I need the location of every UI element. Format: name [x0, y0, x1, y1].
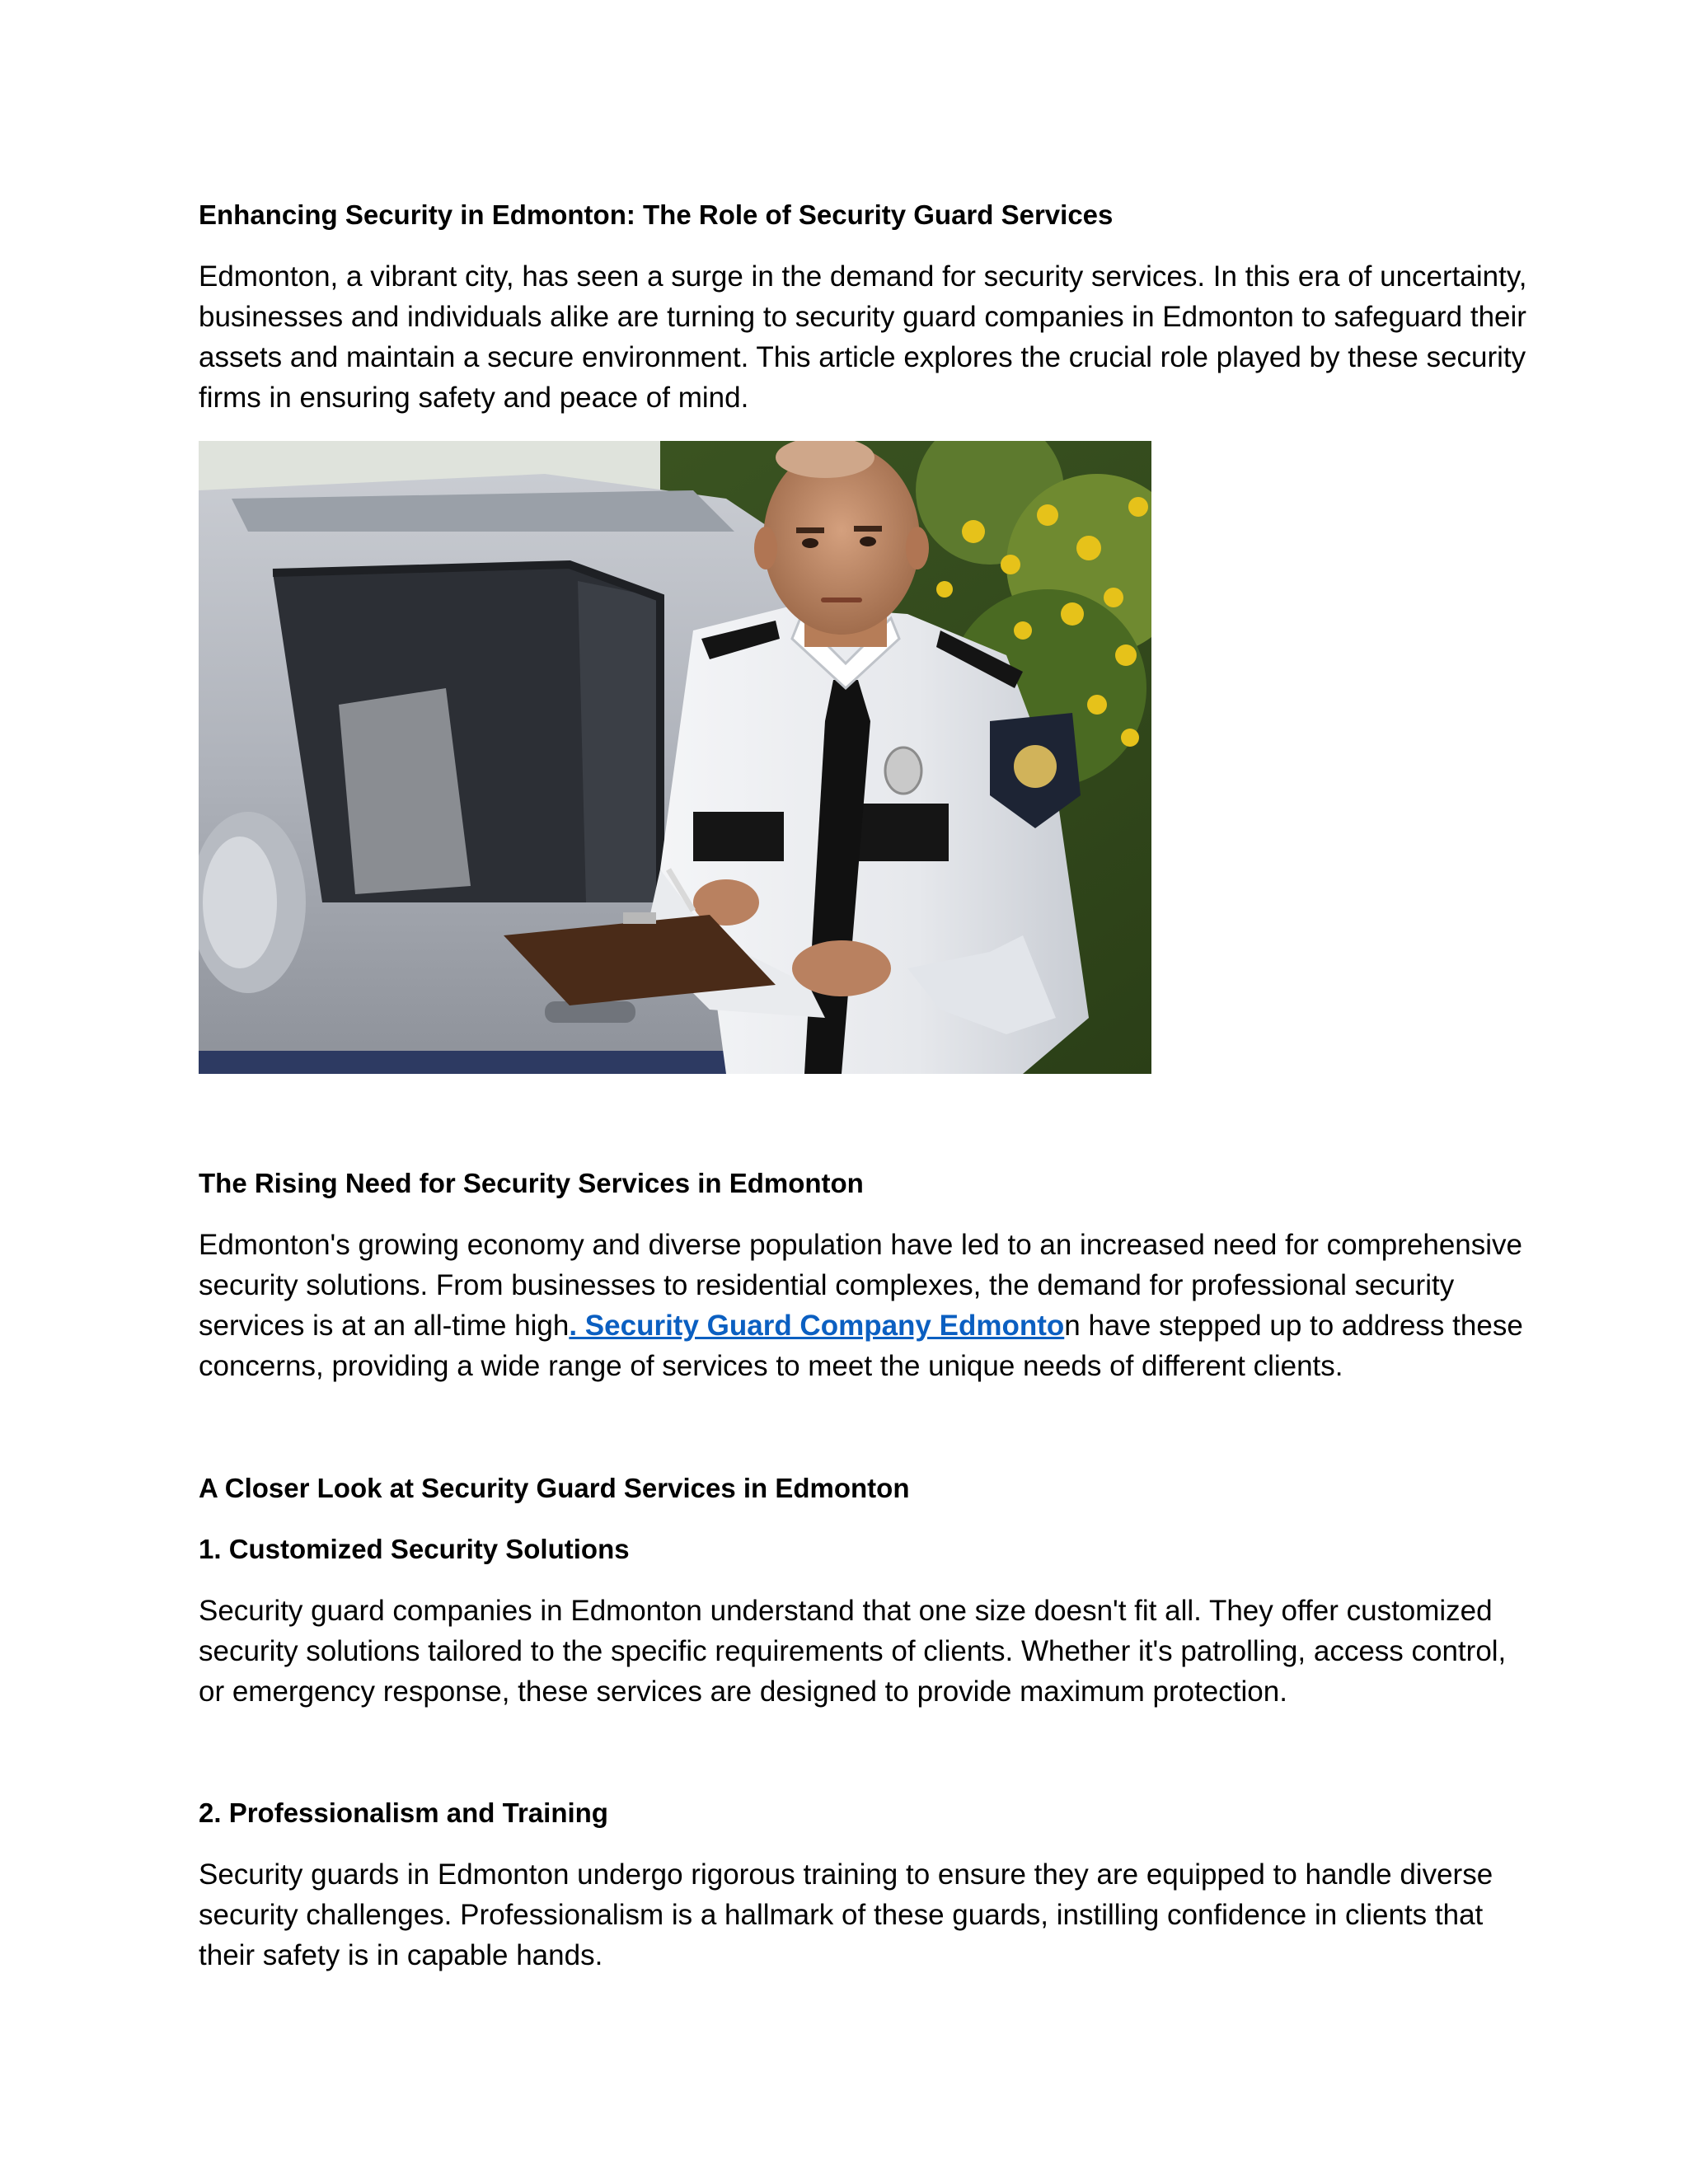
paragraph-line: concerns, providing a wide range of services to meet the unique needs of different clients.: [199, 1350, 1343, 1382]
paragraph-line: security challenges. Professionalism is a hallmark of these guards, instilling confidence in clients that: [199, 1899, 1484, 1931]
paragraph-line: firms in ensuring safety and peace of mind.: [199, 382, 749, 414]
paragraph-line: security solutions tailored to the specific requirements of clients. Whether it's patrolling, access control,: [199, 1635, 1507, 1667]
paragraph-line: Security guard companies in Edmonton understand that one size doesn't fit all. They offer customized: [199, 1595, 1493, 1627]
paragraph-line: Security guards in Edmonton undergo rigorous training to ensure they are equipped to handle diverse: [199, 1858, 1493, 1891]
paragraph-line: Edmonton, a vibrant city, has seen a surge in the demand for security services. In this era of uncertainty,: [199, 260, 1527, 293]
paragraph-line-with-link: [199, 1305, 1523, 1346]
paragraph-line: businesses and individuals alike are turning to security guard companies in Edmonton to safeguard their: [199, 301, 1526, 333]
section-heading-professionalism: 2. Professionalism and Training: [199, 1797, 608, 1828]
customized-solutions-paragraph: [199, 1591, 1507, 1712]
intro-paragraph: [199, 256, 1527, 418]
paragraph-text: services is at an all-time high: [199, 1310, 570, 1342]
professionalism-paragraph: [199, 1854, 1493, 1975]
paragraph-line: assets and maintain a secure environment. This article explores the crucial role played by these security: [199, 341, 1526, 373]
paragraph-line: their safety is in capable hands.: [199, 1939, 603, 1971]
security-guard-photo: [199, 441, 1151, 1074]
section-heading-customized-solutions: 1. Customized Security Solutions: [199, 1534, 630, 1564]
security-guard-company-link[interactable]: . Security Guard Company Edmonto: [569, 1310, 1065, 1342]
paragraph-line: Edmonton's growing economy and diverse population have led to an increased need for comprehensive: [199, 1229, 1523, 1261]
page-title: Enhancing Security in Edmonton: The Role of Security Guard Services: [199, 199, 1114, 230]
section-heading-closer-look: A Closer Look at Security Guard Services in Edmonton: [199, 1473, 910, 1503]
paragraph-line: or emergency response, these services are designed to provide maximum protection.: [199, 1675, 1287, 1708]
paragraph-line: security solutions. From businesses to residential complexes, the demand for professional security: [199, 1269, 1455, 1301]
section-heading-rising-need: The Rising Need for Security Services in Edmonton: [199, 1168, 864, 1198]
paragraph-text: n have stepped up to address these: [1064, 1310, 1523, 1342]
rising-need-paragraph: [199, 1225, 1523, 1386]
